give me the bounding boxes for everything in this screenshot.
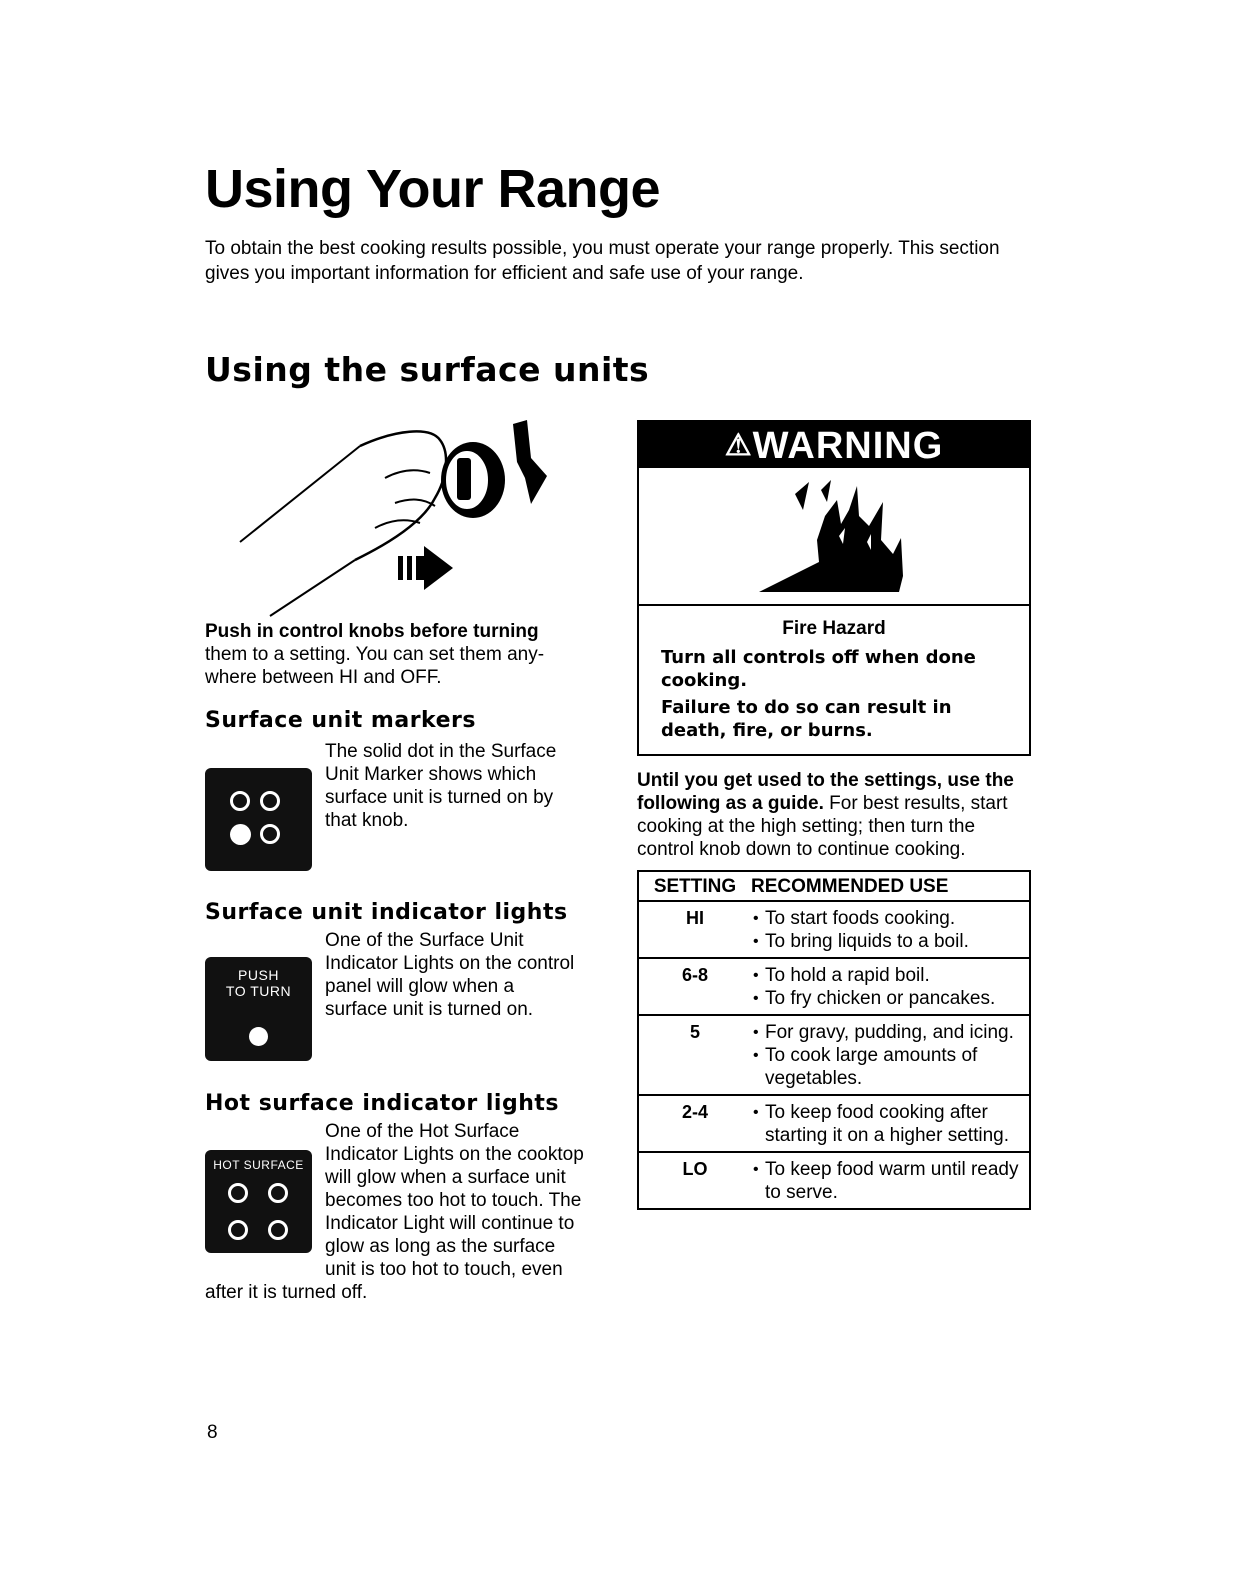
setting-cell: 6-8	[681, 965, 708, 985]
knob-text: them to a setting. You can set them any-where between HI and OFF.	[205, 644, 545, 688]
warning-box	[637, 420, 1031, 756]
table-row	[639, 1153, 1029, 1208]
fire-icon	[759, 480, 909, 595]
table-row	[639, 1016, 1029, 1096]
guide-lead: Until you get used to the settings, use the following as a guide.	[637, 770, 1014, 814]
hand-pushing-knob-illustration	[235, 418, 575, 618]
recommended-use-cell	[751, 907, 1029, 953]
use-list-item: • For gravy, pudding, and icing.	[751, 1021, 1029, 1044]
use-list-item: • To bring liquids to a boil.	[751, 930, 1029, 953]
table-header-use: RECOMMENDED USE	[751, 876, 949, 897]
table-row	[639, 902, 1029, 959]
recommended-use-cell	[751, 1158, 1029, 1204]
use-list-item: • To hold a rapid boil.	[751, 964, 1029, 987]
hot-surface-text: One of the Hot Surface Indicator Lights on the cooktop will glow when a surface unit becomes too hot to touch. The Indicator Light will continue to glow as long as the surface unit is too hot to touch, even after it is turned off.	[205, 1121, 584, 1303]
panel-label-line1: PUSH	[238, 967, 279, 983]
setting-cell: LO	[682, 1159, 708, 1179]
use-list-item: • To cook large amounts of vegetables.	[751, 1044, 1029, 1090]
table-header-setting: SETTING	[653, 876, 737, 897]
warning-triangle-icon: ⚠	[724, 429, 753, 462]
warning-header	[639, 422, 1029, 468]
table-row	[639, 1096, 1029, 1153]
use-list-item: • To keep food warm until ready to serve.	[751, 1158, 1029, 1204]
guide-paragraph	[637, 769, 1027, 861]
warning-line2: Failure to do so can result in death, fire, or burns.	[661, 697, 952, 741]
table-header-row	[639, 872, 1029, 902]
panel-label-line2: TO TURN	[225, 983, 292, 999]
warning-header-label: WARNING	[752, 425, 944, 467]
settings-table	[637, 870, 1031, 1210]
intro-paragraph: To obtain the best cooking results possible, you must operate your range properly. This section gives you important information for efficient and safe use of your range.	[205, 238, 1000, 284]
setting-cell: 2-4	[681, 1102, 708, 1122]
use-list-item: • To fry chicken or pancakes.	[751, 987, 1029, 1010]
recommended-use-cell	[751, 964, 1029, 1010]
markers-text: The solid dot in the Surface Unit Marker shows which surface unit is turned on by that knob.	[325, 741, 557, 831]
indicator-lights-heading: Surface unit indicator lights	[205, 900, 568, 925]
setting-cell: HI	[686, 908, 704, 928]
section-title: Using the surface units	[205, 350, 650, 389]
hazard-title: Fire Hazard	[782, 618, 886, 639]
use-list-item: • To start foods cooking.	[751, 907, 1029, 930]
table-row	[639, 959, 1029, 1016]
markers-heading: Surface unit markers	[205, 708, 476, 733]
warning-divider	[639, 604, 1029, 606]
hot-surface-panel-label: HOT SURFACE	[213, 1158, 304, 1172]
setting-cell: 5	[689, 1022, 700, 1042]
table-body	[639, 902, 1029, 1208]
hot-surface-heading: Hot surface indicator lights	[205, 1091, 559, 1116]
knob-lead: Push in control knobs before turning	[205, 621, 539, 642]
use-list-item: • To keep food cooking after starting it on a higher setting.	[751, 1101, 1029, 1147]
page-number: 8	[207, 1422, 218, 1443]
recommended-use-cell	[751, 1021, 1029, 1090]
knob-instructions	[205, 620, 575, 689]
warning-line1: Turn all controls off when done cooking.	[661, 647, 976, 691]
page-title: Using Your Range	[205, 159, 661, 219]
indicator-lights-text: One of the Surface Unit Indicator Lights on the control panel will glow when a surface unit is turned on.	[325, 930, 575, 1020]
guide-text: For best results, start cooking at the high setting; then turn the control knob down to continue cooking.	[637, 793, 1008, 860]
recommended-use-cell	[751, 1101, 1029, 1147]
